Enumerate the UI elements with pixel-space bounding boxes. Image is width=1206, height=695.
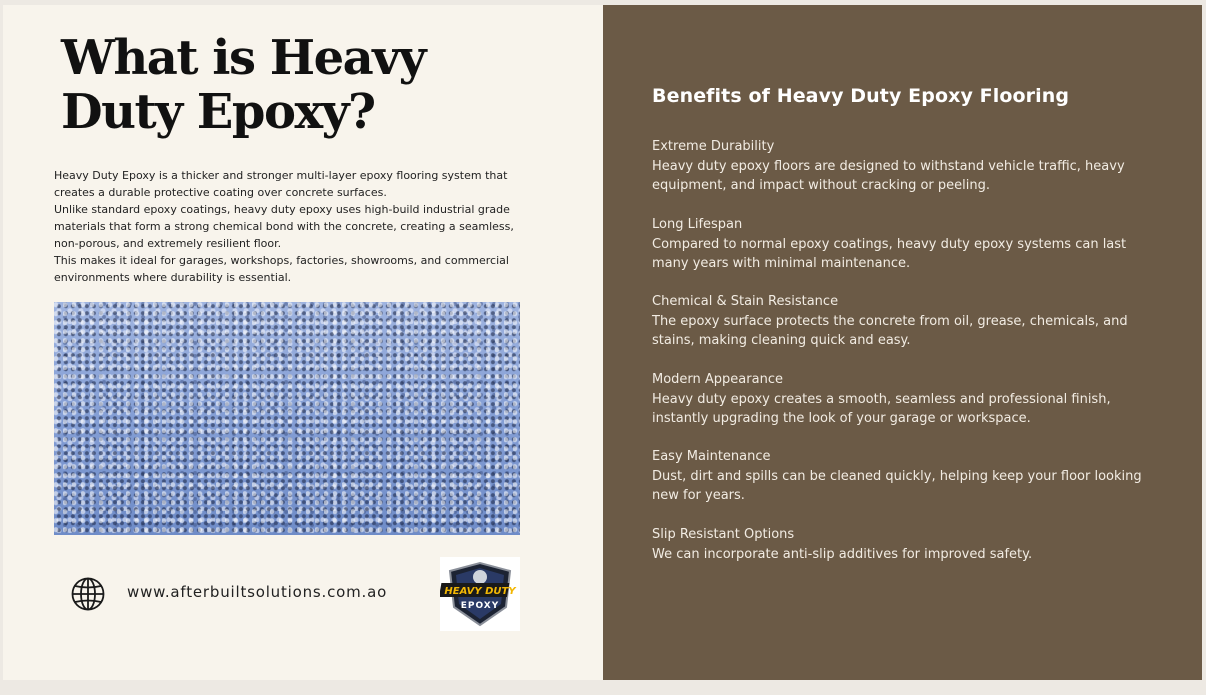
benefit-item (652, 137, 1152, 196)
benefit-item (652, 215, 1152, 274)
website-link[interactable]: www.afterbuiltsolutions.com.ao (127, 583, 388, 601)
benefit-heading: Long Lifespan (652, 217, 743, 232)
left-column (3, 5, 603, 680)
shield-logo-icon (440, 557, 520, 631)
benefit-text: Compared to normal epoxy coatings, heavy duty epoxy systems can last many years with minimal maintenance. (652, 236, 1127, 271)
benefit-heading: Easy Maintenance (652, 449, 771, 464)
globe-icon (71, 577, 105, 611)
intro-text (54, 167, 534, 286)
intro-paragraph-2: Unlike standard epoxy coatings, heavy duty epoxy uses high-build industrial grade materials that form a strong chemical bond with the concrete, creating a seamless, non-porous, and extremely resilient floor. (54, 203, 514, 250)
benefits-panel (603, 5, 1202, 680)
company-logo (440, 557, 520, 631)
intro-paragraph-3: This makes it ideal for garages, workshops, factories, showrooms, and commercial environments where durability is essential. (54, 254, 509, 284)
logo-line-1: HEAVY DUTY (444, 586, 516, 597)
benefit-heading: Slip Resistant Options (652, 527, 795, 542)
logo-line-2: EPOXY (460, 601, 500, 611)
benefit-heading: Modern Appearance (652, 372, 783, 387)
bottom-strip (0, 683, 1206, 695)
benefits-title: Benefits of Heavy Duty Epoxy Flooring (652, 85, 1070, 107)
benefit-text: We can incorporate anti-slip additives for improved safety. (652, 546, 1033, 562)
benefit-text: Heavy duty epoxy floors are designed to withstand vehicle traffic, heavy equipment, and impact without cracking or peeling. (652, 158, 1125, 193)
benefit-item (652, 525, 1152, 564)
benefit-text: The epoxy surface protects the concrete from oil, grease, chemicals, and stains, making cleaning quick and easy. (652, 313, 1128, 348)
page (3, 5, 1202, 680)
benefit-text: Heavy duty epoxy creates a smooth, seamless and professional finish, instantly upgrading the look of your garage or workspace. (652, 391, 1111, 426)
benefit-heading: Extreme Durability (652, 139, 775, 154)
benefit-item (652, 447, 1152, 506)
intro-paragraph-1: Heavy Duty Epoxy is a thicker and stronger multi-layer epoxy flooring system that creates a durable protective coating over concrete surfaces. (54, 169, 508, 199)
benefit-text: Dust, dirt and spills can be cleaned quickly, helping keep your floor looking new for years. (652, 468, 1142, 503)
benefit-item (652, 370, 1152, 429)
epoxy-floor-photo (54, 302, 520, 535)
benefit-item (652, 292, 1152, 351)
page-title: What is Heavy Duty Epoxy? (61, 30, 426, 140)
benefit-heading: Chemical & Stain Resistance (652, 294, 839, 309)
